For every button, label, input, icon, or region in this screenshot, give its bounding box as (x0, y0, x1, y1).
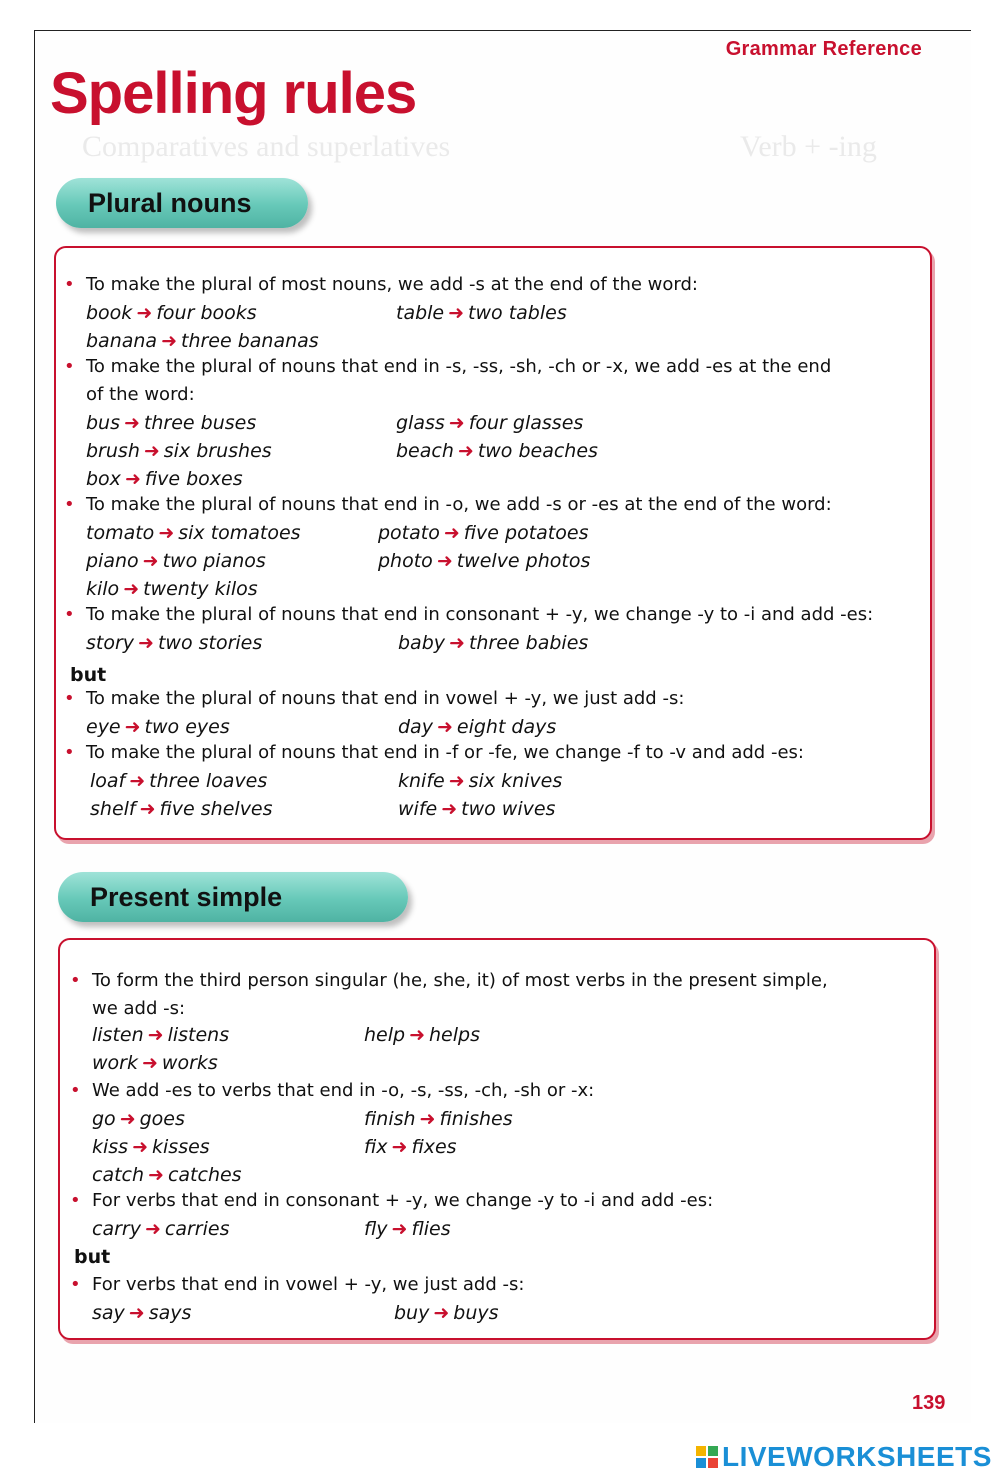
arrow-icon: ➜ (419, 1108, 436, 1130)
arrow-icon: ➜ (123, 578, 140, 600)
example-base: wife (398, 798, 438, 820)
example-base: say (92, 1302, 125, 1324)
plural-example-box (86, 468, 243, 490)
example-base: story (86, 632, 135, 654)
example-base: go (92, 1108, 116, 1130)
arrow-icon: ➜ (391, 1218, 408, 1240)
present-example-buy (394, 1302, 499, 1324)
arrow-icon: ➜ (457, 440, 474, 462)
example-result: eight days (456, 716, 557, 738)
example-base: catch (92, 1164, 145, 1186)
plural-example-baby (398, 632, 588, 654)
arrow-icon: ➜ (443, 522, 460, 544)
arrow-icon: ➜ (436, 550, 453, 572)
present-simple-box: • To form the third person singular (he, she, it) of most verbs in the present simple, we add -s: • We add -es to verbs that end in -o, -s, -ss, -ch, -sh or -x: • For verbs that end in consonant + -y, we change -y to -i and add -es: but • For verbs that end in vowel + -y, we just add -s: listen ➜ listens help ➜ helps work ➜ works go ➜ goes finish ➜ finishes kiss ➜ kisses fix ➜ fixes catch ➜ catches carry ➜ carries fly ➜ flies say ➜ says buy ➜ buys (58, 938, 936, 1340)
example-result: helps (429, 1024, 480, 1046)
example-base: help (364, 1024, 406, 1046)
example-result: six tomatoes (178, 522, 301, 544)
plural-but-label: but (70, 664, 107, 686)
example-base: glass (396, 412, 445, 434)
example-base: book (86, 302, 133, 324)
arrow-icon: ➜ (448, 770, 465, 792)
plural-example-tomato (86, 522, 301, 544)
arrow-icon: ➜ (147, 1024, 164, 1046)
arrow-icon: ➜ (129, 770, 146, 792)
plural-nouns-box: • To make the plural of most nouns, we add -s at the end of the word: • To make the plural of nouns that end in -s, -ss, -sh, -ch or -x, we add -es at the end of the word: • To make the plural of nouns that end in -o, we add -s or -es at the end of the word: • To make the plural of nouns that end in consonant + -y, we change -y to -i and add -es: but • To make the plural of nouns that end in vowel + -y, we just add -s: • To make the plural of nouns that end in -f or -fe, we change -f to -v and add -es: book ➜ four books table ➜ two tables banana ➜ three bananas bus ➜ three buses glass ➜ four glasses brush ➜ six brushes beach ➜ two beaches box ➜ five boxes tomato ➜ six tomatoes potato ➜ five potatoes piano ➜ two pianos photo ➜ twelve photos kilo ➜ twenty kilos story ➜ two stories baby ➜ three babies eye ➜ two eyes day ➜ eight days loaf ➜ three loaves knife ➜ six knives shelf ➜ five shelves wife ➜ two wives (54, 246, 932, 840)
arrow-icon: ➜ (441, 798, 458, 820)
example-result: three bananas (181, 330, 319, 352)
arrow-icon: ➜ (141, 1052, 158, 1074)
plural-example-wife (398, 798, 555, 820)
arrow-icon: ➜ (119, 1108, 136, 1130)
example-result: listens (167, 1024, 230, 1046)
present-simple-heading (58, 872, 408, 922)
present-example-say (92, 1302, 191, 1324)
example-result: catches (167, 1164, 242, 1186)
plural-example-glass (396, 412, 583, 434)
arrow-icon: ➜ (161, 330, 177, 352)
example-result: three babies (468, 632, 589, 654)
example-result: goes (139, 1108, 185, 1130)
example-base: fix (364, 1136, 388, 1158)
plural-example-shelf (90, 798, 273, 820)
plural-example-eye (86, 716, 230, 738)
present-but-label: but (74, 1246, 111, 1268)
example-base: fly (364, 1218, 388, 1240)
example-base: kilo (86, 578, 120, 600)
plural-example-loaf (90, 770, 267, 792)
liveworksheets-brand: LIVEWORKSHEETS (722, 1441, 992, 1472)
arrow-icon: ➜ (124, 468, 141, 490)
example-base: knife (398, 770, 445, 792)
plural-example-book (86, 302, 257, 324)
example-base: baby (398, 632, 446, 654)
plural-example-photo (378, 550, 590, 572)
ghost-heading-left: Comparatives and superlatives (82, 130, 451, 163)
present-example-finish (364, 1108, 513, 1130)
present-example-work (92, 1052, 218, 1074)
example-base: beach (396, 440, 454, 462)
arrow-icon: ➜ (448, 412, 465, 434)
page-title: Spelling rules (50, 61, 417, 126)
present-example-fix (364, 1136, 457, 1158)
example-result: two stories (157, 632, 263, 654)
present-example-help (364, 1024, 480, 1046)
example-result: two eyes (144, 716, 230, 738)
plural-example-brush (86, 440, 272, 462)
arrow-icon: ➜ (448, 302, 465, 324)
example-result: carries (164, 1218, 230, 1240)
arrow-icon: ➜ (158, 522, 175, 544)
present-example-go (92, 1108, 185, 1130)
example-result: two tables (468, 302, 567, 324)
plural-example-beach (396, 440, 598, 462)
plural-example-piano (86, 550, 266, 572)
arrow-icon: ➜ (139, 798, 156, 820)
arrow-icon: ➜ (391, 1136, 408, 1158)
example-result: finishes (439, 1108, 513, 1130)
arrow-icon: ➜ (142, 550, 159, 572)
plural-example-knife (398, 770, 562, 792)
arrow-icon: ➜ (138, 632, 154, 654)
example-result: twenty kilos (143, 578, 258, 600)
example-base: box (86, 468, 121, 490)
example-result: six brushes (163, 440, 272, 462)
present-example-listen (92, 1024, 229, 1046)
present-example-fly (364, 1218, 451, 1240)
example-base: buy (394, 1302, 430, 1324)
example-base: kiss (92, 1136, 129, 1158)
example-result: fixes (411, 1136, 457, 1158)
plural-example-story (86, 632, 262, 654)
example-result: three loaves (149, 770, 268, 792)
liveworksheets-watermark (696, 1441, 992, 1473)
example-result: works (161, 1052, 218, 1074)
example-result: two beaches (477, 440, 598, 462)
grammar-reference-tag: Grammar Reference (725, 38, 922, 60)
example-result: buys (453, 1302, 499, 1324)
present-example-catch (92, 1164, 242, 1186)
example-base: banana (86, 330, 158, 352)
plural-example-kilo (86, 578, 258, 600)
plural-example-potato (378, 522, 588, 544)
example-base: bus (86, 412, 121, 434)
example-result: three buses (143, 412, 257, 434)
plural-nouns-heading-text: Plural nouns (88, 188, 252, 218)
example-result: says (148, 1302, 192, 1324)
example-result: four books (156, 302, 257, 324)
example-base: carry (92, 1218, 141, 1240)
arrow-icon: ➜ (124, 716, 141, 738)
arrow-icon: ➜ (124, 412, 140, 434)
present-example-kiss (92, 1136, 210, 1158)
example-base: tomato (86, 522, 155, 544)
plural-example-day (398, 716, 556, 738)
example-base: photo (378, 550, 433, 572)
plural-example-banana (86, 330, 319, 352)
plural-nouns-heading (56, 178, 308, 228)
arrow-icon: ➜ (449, 632, 465, 654)
arrow-icon: ➜ (409, 1024, 425, 1046)
example-base: table (396, 302, 445, 324)
ghost-heading-right: Verb + -ing (740, 130, 877, 163)
arrow-icon: ➜ (433, 1302, 450, 1324)
arrow-icon: ➜ (148, 1164, 164, 1186)
example-result: five shelves (159, 798, 273, 820)
example-base: eye (86, 716, 121, 738)
example-result: kisses (152, 1136, 210, 1158)
arrow-icon: ➜ (136, 302, 153, 324)
example-result: two pianos (162, 550, 266, 572)
arrow-icon: ➜ (128, 1302, 145, 1324)
example-result: five boxes (144, 468, 243, 490)
page-number: 139 (912, 1392, 946, 1414)
arrow-icon: ➜ (144, 1218, 161, 1240)
example-base: day (398, 716, 433, 738)
arrow-icon: ➜ (132, 1136, 149, 1158)
example-base: loaf (90, 770, 126, 792)
example-base: shelf (90, 798, 136, 820)
example-result: five potatoes (463, 522, 589, 544)
example-result: twelve photos (456, 550, 591, 572)
present-simple-heading-text: Present simple (90, 882, 283, 912)
arrow-icon: ➜ (436, 716, 453, 738)
example-base: listen (92, 1024, 144, 1046)
example-base: piano (86, 550, 139, 572)
present-example-carry (92, 1218, 229, 1240)
example-result: four glasses (468, 412, 584, 434)
example-base: work (92, 1052, 138, 1074)
liveworksheets-logo-icon (696, 1446, 718, 1468)
example-result: two wives (461, 798, 556, 820)
plural-example-table (396, 302, 567, 324)
example-base: potato (378, 522, 440, 544)
plural-example-bus (86, 412, 256, 434)
example-base: finish (364, 1108, 416, 1130)
example-result: six knives (468, 770, 563, 792)
arrow-icon: ➜ (143, 440, 160, 462)
example-result: flies (411, 1218, 451, 1240)
example-base: brush (86, 440, 140, 462)
